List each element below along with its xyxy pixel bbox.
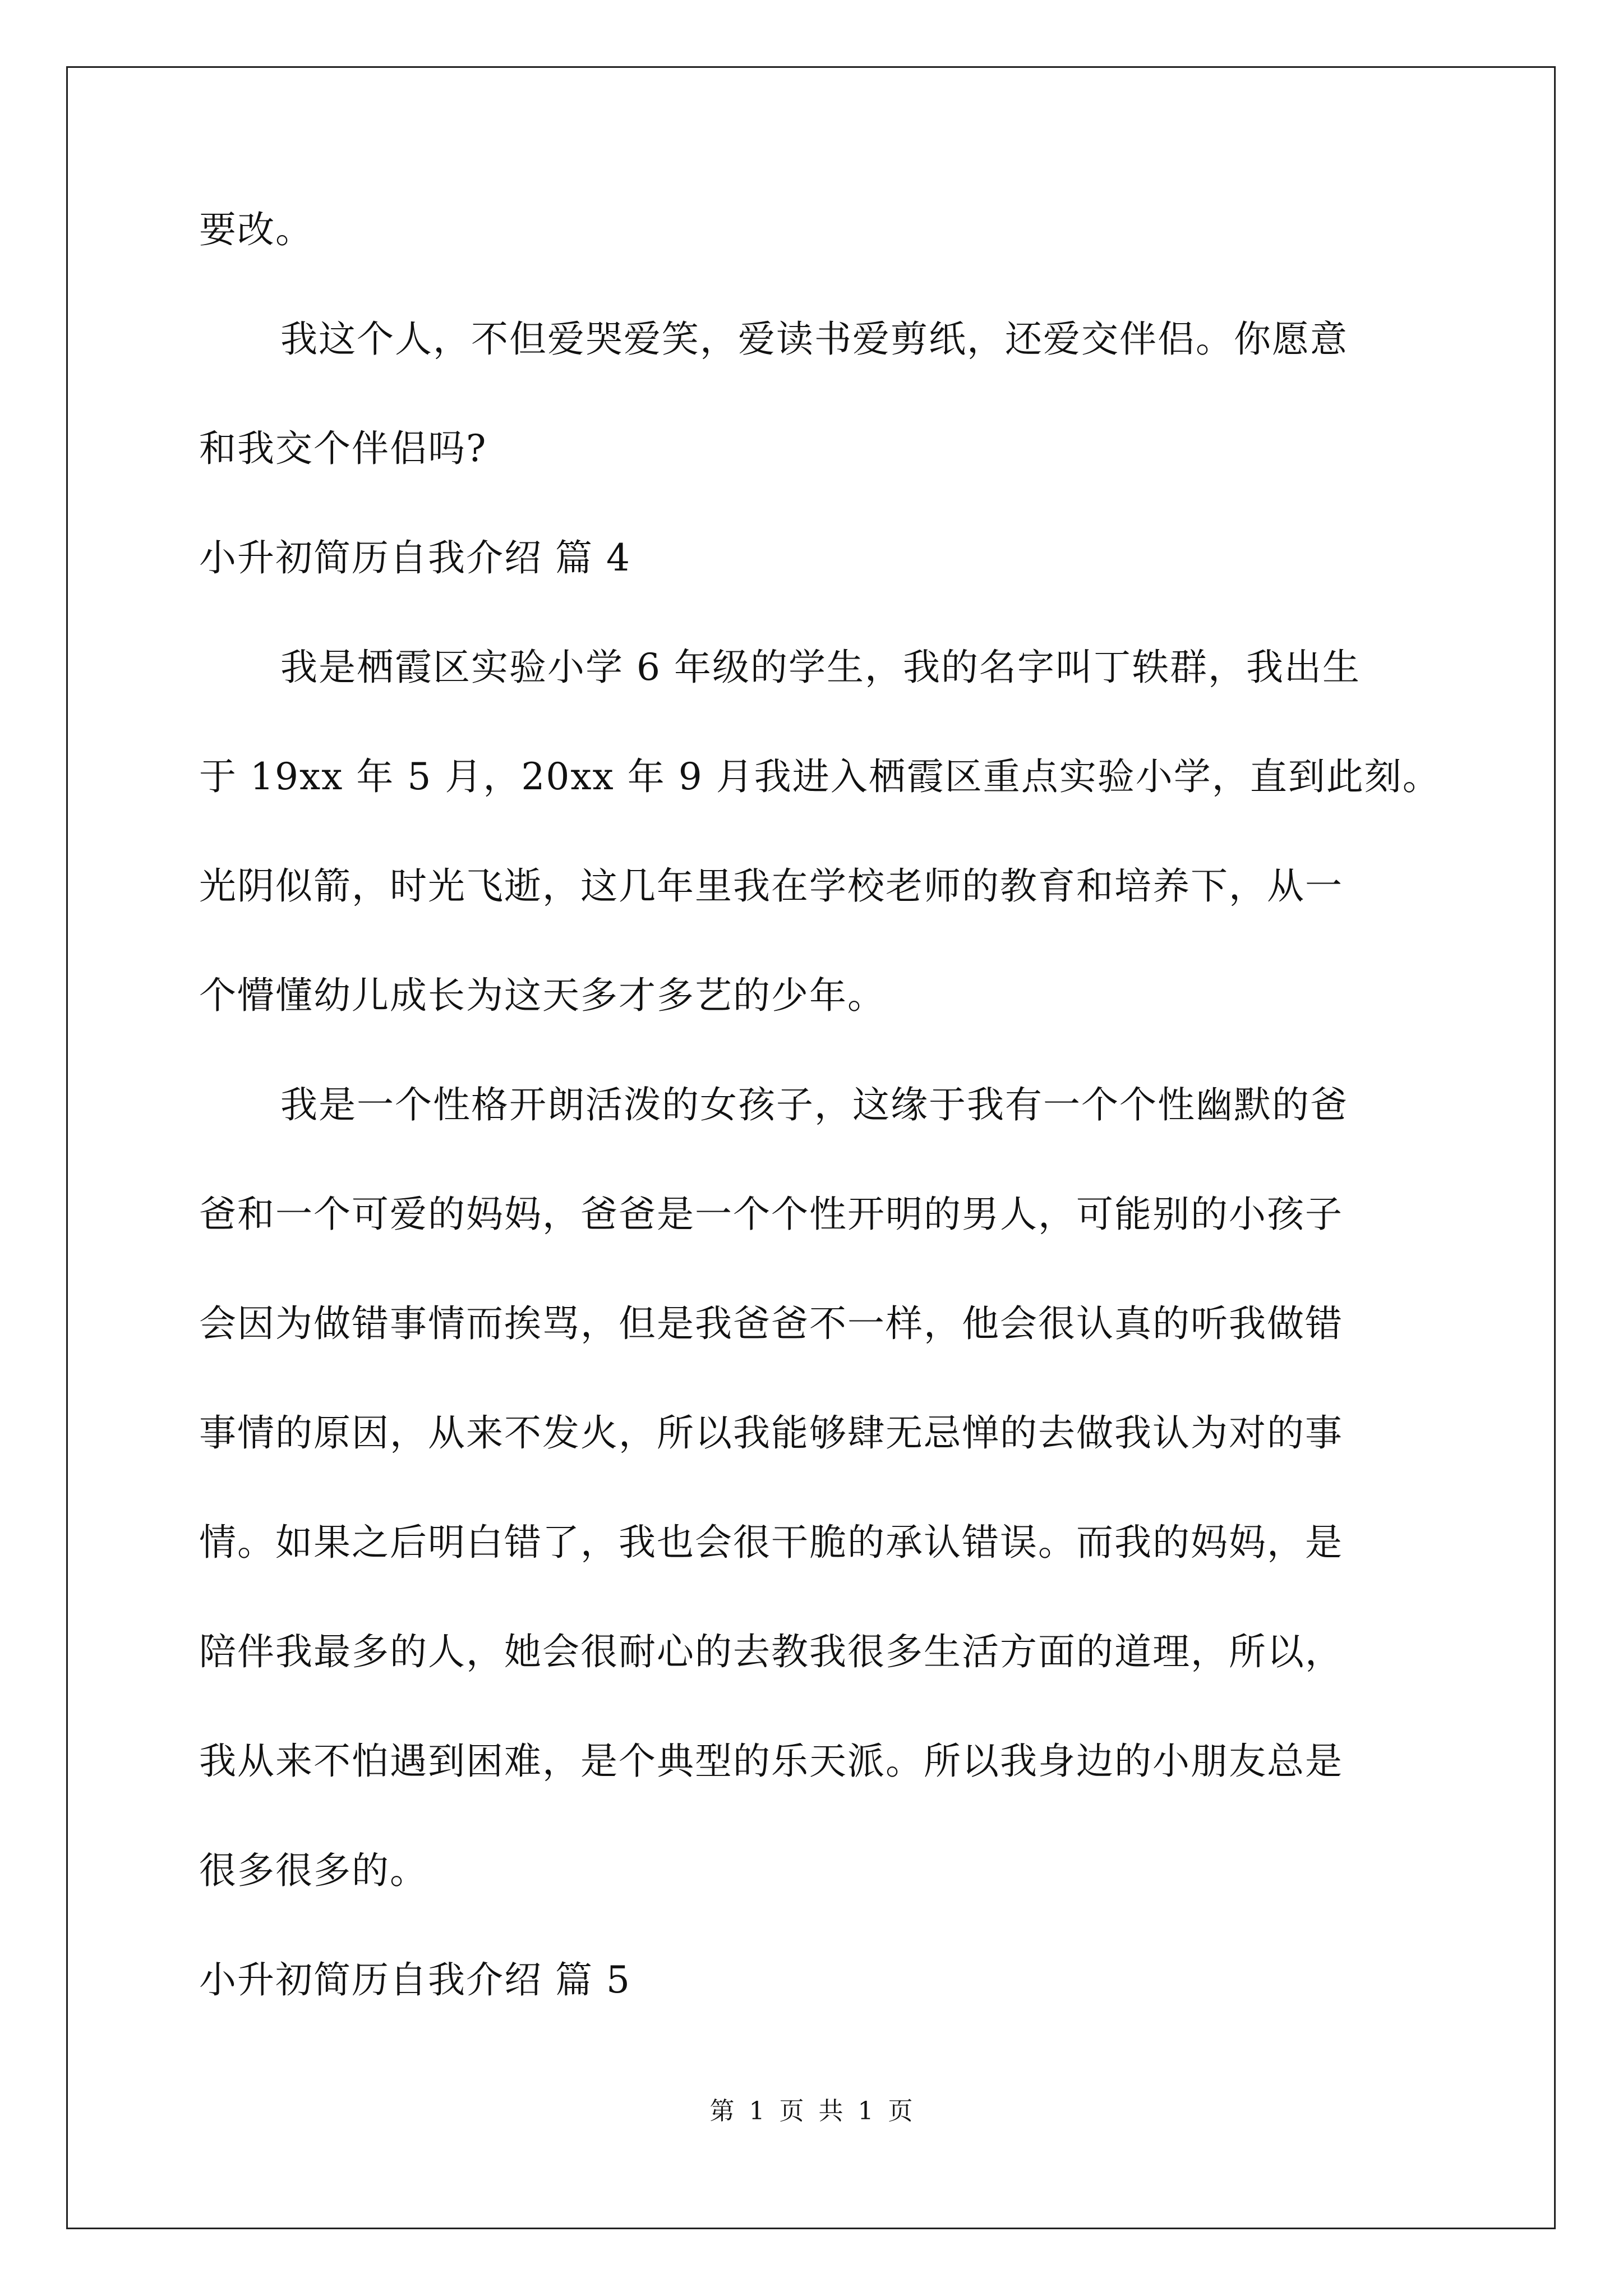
paragraph-line: 于 19xx 年 5 月，20xx 年 9 月我进入栖霞区重点实验小学，直到此刻。 xyxy=(199,755,1441,798)
section-heading: 小升初简历自我介绍 篇 5 xyxy=(199,1958,631,2001)
page-number-footer: 第 1 页 共 1 页 xyxy=(709,2097,914,2125)
paragraph-line: 情。如果之后明白错了，我也会很干脆的承认错误。而我的妈妈，是 xyxy=(199,1521,1343,1564)
paragraph-line: 我是一个性格开朗活泼的女孩子，这缘于我有一个个性幽默的爸 xyxy=(280,1083,1348,1126)
paragraph-line: 和我交个伴侣吗? xyxy=(199,427,487,470)
paragraph-line: 个懵懂幼儿成长为这天多才多艺的少年。 xyxy=(199,974,886,1017)
paragraph-line: 陪伴我最多的人，她会很耐心的去教我很多生活方面的道理，所以， xyxy=(199,1630,1343,1673)
paragraph-line: 事情的原因，从来不发火，所以我能够肆无忌惮的去做我认为对的事 xyxy=(199,1411,1343,1455)
paragraph-line: 光阴似箭，时光飞逝，这几年里我在学校老师的教育和培养下，从一 xyxy=(199,864,1343,908)
paragraph-line: 会因为做错事情而挨骂，但是我爸爸不一样，他会很认真的听我做错 xyxy=(199,1302,1343,1345)
paragraph-line: 要改。 xyxy=(199,208,313,251)
paragraph-line: 我这个人，不但爱哭爱笑，爱读书爱剪纸，还爱交伴侣。你愿意 xyxy=(280,318,1348,361)
page-border xyxy=(66,66,1556,2229)
paragraph-line: 我从来不怕遇到困难，是个典型的乐天派。所以我身边的小朋友总是 xyxy=(199,1740,1343,1783)
section-heading: 小升初简历自我介绍 篇 4 xyxy=(199,536,631,579)
paragraph-line: 很多很多的。 xyxy=(199,1849,428,1892)
paragraph-line: 我是栖霞区实验小学 6 年级的学生，我的名字叫丁轶群，我出生 xyxy=(280,646,1361,689)
paragraph-line: 爸和一个可爱的妈妈，爸爸是一个个性开明的男人，可能别的小孩子 xyxy=(199,1193,1343,1236)
